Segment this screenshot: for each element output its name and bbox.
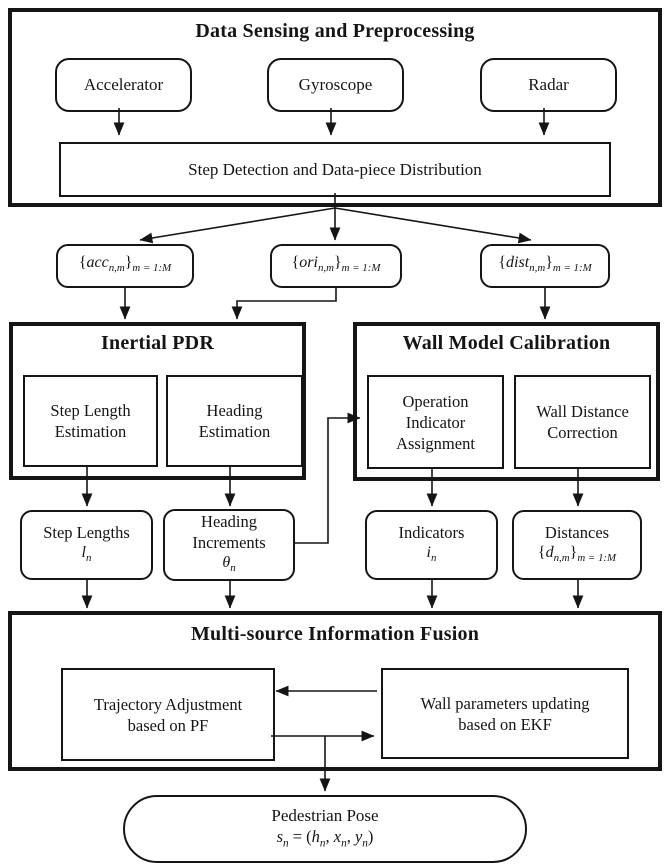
section-title-inertial-pdr: Inertial PDR — [101, 332, 214, 354]
heading-increments-symbol: $\theta_n$ — [222, 554, 236, 575]
indicators-symbol: $i_n$ — [426, 543, 437, 565]
pedestrian-pose-label: Pedestrian Pose — [271, 805, 379, 825]
node-step-detection: Step Detection and Data-piece Distribution — [59, 142, 611, 197]
node-wall-parameters-updating: Wall parameters updating based on EKF — [381, 668, 629, 759]
arrow-fanout-to-dist — [335, 208, 531, 240]
node-signal-acc: $\{acc_{n,m}\}_{m = 1:M}$ — [56, 244, 194, 288]
node-signal-dist: $\{dist_{n,m}\}_{m = 1:M}$ — [480, 244, 610, 288]
arrow-ori-to-pdr — [237, 288, 336, 319]
arrow-fanout-to-acc — [140, 208, 335, 240]
node-wall-distance-correction: Wall Distance Correction — [514, 375, 651, 469]
heading-increments-label: Heading Increments — [192, 512, 266, 553]
node-distances — [512, 510, 642, 580]
section-inertial-pdr — [9, 322, 306, 480]
node-accelerator: Accelerator — [55, 58, 192, 112]
section-title-fusion: Multi-source Information Fusion — [190, 623, 480, 645]
distances-label: Distances — [544, 522, 610, 542]
node-trajectory-adjustment: Trajectory Adjustment based on PF — [61, 668, 275, 761]
indicators-label: Indicators — [398, 522, 465, 542]
section-data-sensing — [8, 8, 662, 207]
node-step-length-estimation: Step Length Estimation — [23, 375, 158, 467]
section-wall-calibration — [353, 322, 660, 481]
node-gyroscope: Gyroscope — [267, 58, 404, 112]
node-radar: Radar — [480, 58, 617, 112]
step-lengths-symbol: $l_n$ — [81, 543, 92, 565]
distances-symbol: $\{d_{n,m}\}_{m = 1:M}$ — [537, 543, 617, 565]
section-fusion — [8, 611, 662, 771]
node-heading-increments — [163, 509, 295, 581]
node-step-lengths — [20, 510, 153, 580]
node-pedestrian-pose — [123, 795, 527, 863]
pedestrian-pose-symbol: $s_n = (h_n$, $x_n$, $y_n$) — [276, 826, 374, 850]
node-operation-indicator-assignment: Operation Indicator Assignment — [367, 375, 504, 469]
section-title-wall-calibration: Wall Model Calibration — [402, 332, 611, 354]
node-indicators — [365, 510, 498, 580]
step-lengths-label: Step Lengths — [43, 522, 130, 542]
node-heading-estimation: Heading Estimation — [166, 375, 303, 467]
section-title-data-sensing: Data Sensing and Preprocessing — [195, 20, 475, 42]
node-signal-ori: $\{ori_{n,m}\}_{m = 1:M}$ — [270, 244, 402, 288]
